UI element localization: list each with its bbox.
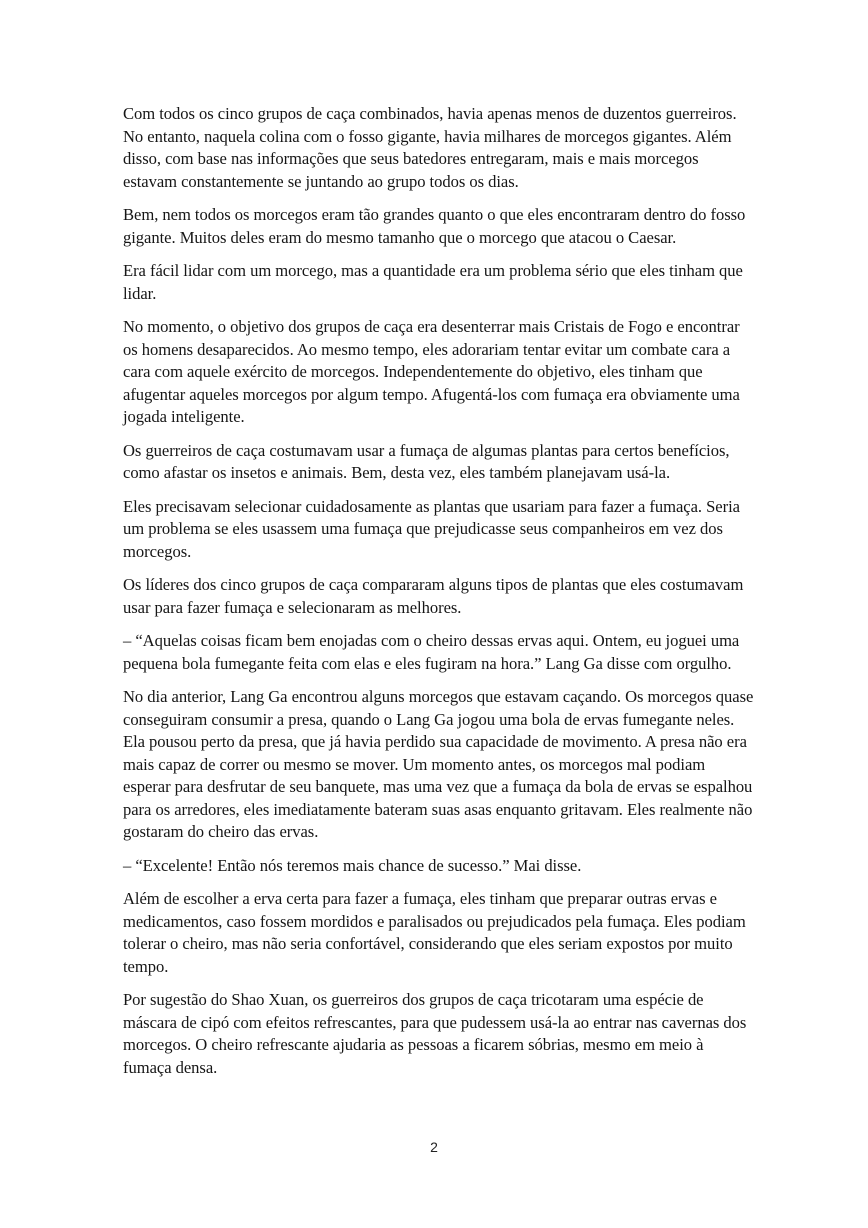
paragraph: Com todos os cinco grupos de caça combinados, havia apenas menos de duzentos guerreiros. No entanto, naquela colina com o fosso gigante, havia milhares de morcegos gigantes. Além disso, com base nas informações que seus batedores entregaram, mais e mais morcegos estavam constantemente se juntando ao grupo todos os dias. (123, 104, 737, 191)
paragraph: Os guerreiros de caça costumavam usar a fumaça de algumas plantas para certos benefícios, como afastar os insetos e animais. Bem, desta vez, eles também planejavam usá-la. (123, 440, 730, 482)
paragraph: Os líderes dos cinco grupos de caça compararam alguns tipos de plantas que eles costumavam usar para fazer fumaça e selecionaram as melhores. (123, 575, 744, 617)
paragraph: Era fácil lidar com um morcego, mas a quantidade era um problema sério que eles tinham que lidar. (123, 261, 743, 303)
paragraph: No dia anterior, Lang Ga encontrou alguns morcegos que estavam caçando. Os morcegos quase conseguiram consumir a presa, quando o Lang Ga jogou uma bola de ervas fumegante neles. Ela pousou perto da presa, que já havia perdido sua capacidade de movimento. A presa não era mais capaz de correr ou mesmo se mover. Um momento antes, os morcegos mal podiam esperar para desfrutar de seu banquete, mas uma vez que a fumaça da bola de ervas se espalhou para os arredores, eles imediatamente bateram suas asas enquanto gritavam. Eles realmente não gostaram do cheiro das ervas. (123, 687, 754, 841)
paragraph: Além de escolher a erva certa para fazer a fumaça, eles tinham que preparar outras ervas e medicamentos, caso fossem mordidos e paralisados ou prejudicados pela fumaça. Eles podiam tolerar o cheiro, mas não seria confortável, considerando que eles seriam expostos por muito tempo. (123, 889, 746, 976)
paragraph: Bem, nem todos os morcegos eram tão grandes quanto o que eles encontraram dentro do fosso gigante. Muitos deles eram do mesmo tamanho que o morcego que atacou o Caesar. (123, 205, 746, 247)
page-body (123, 103, 755, 1090)
dialogue-paragraph: – “Aquelas coisas ficam bem enojadas com o cheiro dessas ervas aqui. Ontem, eu joguei uma pequena bola fumegante feita com elas e eles fugiram na hora.” Lang Ga disse com orgulho. (123, 631, 740, 673)
paragraph: Por sugestão do Shao Xuan, os guerreiros dos grupos de caça tricotaram uma espécie de máscara de cipó com efeitos refrescantes, para que pudessem usá-la ao entrar nas cavernas dos morcegos. O cheiro refrescante ajudaria as pessoas a ficarem sóbrias, mesmo em meio à fumaça densa. (123, 990, 747, 1077)
dialogue-paragraph: – “Excelente! Então nós teremos mais chance de sucesso.” Mai disse. (123, 855, 582, 875)
page-number: 2 (430, 1139, 438, 1155)
paragraph: No momento, o objetivo dos grupos de caça era desenterrar mais Cristais de Fogo e encontrar os homens desaparecidos. Ao mesmo tempo, eles adorariam tentar evitar um combate cara a cara com aquele exército de morcegos. Independentemente do objetivo, eles tinham que afugentar aqueles morcegos por algum tempo. Afugentá-los com fumaça era obviamente uma jogada inteligente. (123, 317, 740, 426)
paragraph: Eles precisavam selecionar cuidadosamente as plantas que usariam para fazer a fumaça. Seria um problema se eles usassem uma fumaça que prejudicasse seus companheiros em vez dos morcegos. (123, 496, 740, 561)
